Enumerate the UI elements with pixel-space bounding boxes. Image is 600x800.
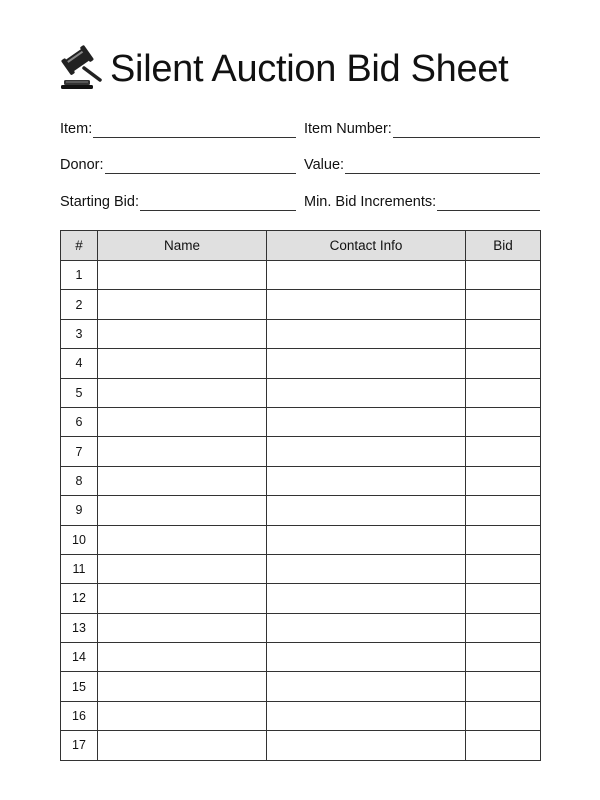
row-number: 1 xyxy=(61,261,98,290)
table-row xyxy=(61,613,541,642)
bid-cell[interactable] xyxy=(466,584,541,613)
item-number-field[interactable] xyxy=(304,114,540,138)
bid-cell[interactable] xyxy=(466,672,541,701)
table-row xyxy=(61,554,541,583)
contact-info-cell[interactable] xyxy=(267,672,466,701)
bid-cell[interactable] xyxy=(466,525,541,554)
item-label: Item: xyxy=(60,121,93,137)
contact-info-cell[interactable] xyxy=(267,407,466,436)
min-bid-increments-label: Min. Bid Increments: xyxy=(304,194,437,210)
bid-cell[interactable] xyxy=(466,319,541,348)
contact-info-cell[interactable] xyxy=(267,554,466,583)
starting-bid-line[interactable] xyxy=(140,193,296,211)
table-row xyxy=(61,525,541,554)
bid-cell[interactable] xyxy=(466,613,541,642)
header-contact-info: Contact Info xyxy=(267,231,466,261)
name-cell[interactable] xyxy=(98,496,267,525)
table-row xyxy=(61,349,541,378)
contact-info-cell[interactable] xyxy=(267,290,466,319)
name-cell[interactable] xyxy=(98,378,267,407)
table-row xyxy=(61,643,541,672)
row-number: 3 xyxy=(61,319,98,348)
contact-info-cell[interactable] xyxy=(267,466,466,495)
name-cell[interactable] xyxy=(98,613,267,642)
name-cell[interactable] xyxy=(98,554,267,583)
bid-cell[interactable] xyxy=(466,290,541,319)
contact-info-cell[interactable] xyxy=(267,496,466,525)
contact-info-cell[interactable] xyxy=(267,261,466,290)
value-label: Value: xyxy=(304,157,345,173)
bid-cell[interactable] xyxy=(466,496,541,525)
header-number: # xyxy=(61,231,98,261)
item-number-label: Item Number: xyxy=(304,121,392,137)
starting-bid-field[interactable] xyxy=(60,187,296,211)
table-row xyxy=(61,319,541,348)
name-cell[interactable] xyxy=(98,407,267,436)
table-row xyxy=(61,407,541,436)
row-number: 14 xyxy=(61,643,98,672)
row-number: 7 xyxy=(61,437,98,466)
table-row xyxy=(61,496,541,525)
table-row xyxy=(61,378,541,407)
table-header-row xyxy=(61,231,541,261)
contact-info-cell[interactable] xyxy=(267,613,466,642)
item-number-line[interactable] xyxy=(393,120,540,138)
name-cell[interactable] xyxy=(98,261,267,290)
donor-line[interactable] xyxy=(105,156,296,174)
row-number: 5 xyxy=(61,378,98,407)
contact-info-cell[interactable] xyxy=(267,319,466,348)
row-number: 10 xyxy=(61,525,98,554)
contact-info-cell[interactable] xyxy=(267,643,466,672)
name-cell[interactable] xyxy=(98,701,267,730)
row-number: 12 xyxy=(61,584,98,613)
page-title: Silent Auction Bid Sheet xyxy=(110,48,509,90)
name-cell[interactable] xyxy=(98,290,267,319)
name-cell[interactable] xyxy=(98,584,267,613)
min-bid-increments-field[interactable] xyxy=(304,187,540,211)
row-number: 2 xyxy=(61,290,98,319)
contact-info-cell[interactable] xyxy=(267,525,466,554)
bid-cell[interactable] xyxy=(466,378,541,407)
header-name: Name xyxy=(98,231,267,261)
table-row xyxy=(61,261,541,290)
bid-cell[interactable] xyxy=(466,261,541,290)
bid-cell[interactable] xyxy=(466,731,541,760)
name-cell[interactable] xyxy=(98,672,267,701)
row-number: 13 xyxy=(61,613,98,642)
bid-cell[interactable] xyxy=(466,407,541,436)
bid-cell[interactable] xyxy=(466,643,541,672)
name-cell[interactable] xyxy=(98,643,267,672)
contact-info-cell[interactable] xyxy=(267,349,466,378)
row-number: 15 xyxy=(61,672,98,701)
row-number: 17 xyxy=(61,731,98,760)
table-row xyxy=(61,672,541,701)
value-field[interactable] xyxy=(304,150,540,174)
header-bid: Bid xyxy=(466,231,541,261)
row-number: 16 xyxy=(61,701,98,730)
table-row xyxy=(61,731,541,760)
item-field[interactable] xyxy=(60,114,296,138)
contact-info-cell[interactable] xyxy=(267,584,466,613)
table-row xyxy=(61,466,541,495)
min-bid-increments-line[interactable] xyxy=(437,193,540,211)
row-number: 6 xyxy=(61,407,98,436)
contact-info-cell[interactable] xyxy=(267,731,466,760)
table-row xyxy=(61,437,541,466)
contact-info-cell[interactable] xyxy=(267,701,466,730)
name-cell[interactable] xyxy=(98,319,267,348)
donor-field[interactable] xyxy=(60,150,296,174)
bid-cell[interactable] xyxy=(466,437,541,466)
bid-cell[interactable] xyxy=(466,466,541,495)
bid-table xyxy=(60,230,541,761)
gavel-icon xyxy=(60,44,108,92)
bid-cell[interactable] xyxy=(466,349,541,378)
name-cell[interactable] xyxy=(98,466,267,495)
name-cell[interactable] xyxy=(98,349,267,378)
row-number: 11 xyxy=(61,554,98,583)
contact-info-cell[interactable] xyxy=(267,437,466,466)
name-cell[interactable] xyxy=(98,437,267,466)
starting-bid-label: Starting Bid: xyxy=(60,194,139,210)
table-row xyxy=(61,701,541,730)
bid-cell[interactable] xyxy=(466,554,541,583)
name-cell[interactable] xyxy=(98,731,267,760)
bid-cell[interactable] xyxy=(466,701,541,730)
row-number: 4 xyxy=(61,349,98,378)
value-line[interactable] xyxy=(345,156,540,174)
row-number: 9 xyxy=(61,496,98,525)
table-row xyxy=(61,584,541,613)
table-row xyxy=(61,290,541,319)
row-number: 8 xyxy=(61,466,98,495)
donor-label: Donor: xyxy=(60,157,104,173)
page-header xyxy=(60,40,550,98)
item-line[interactable] xyxy=(93,120,296,138)
contact-info-cell[interactable] xyxy=(267,378,466,407)
name-cell[interactable] xyxy=(98,525,267,554)
